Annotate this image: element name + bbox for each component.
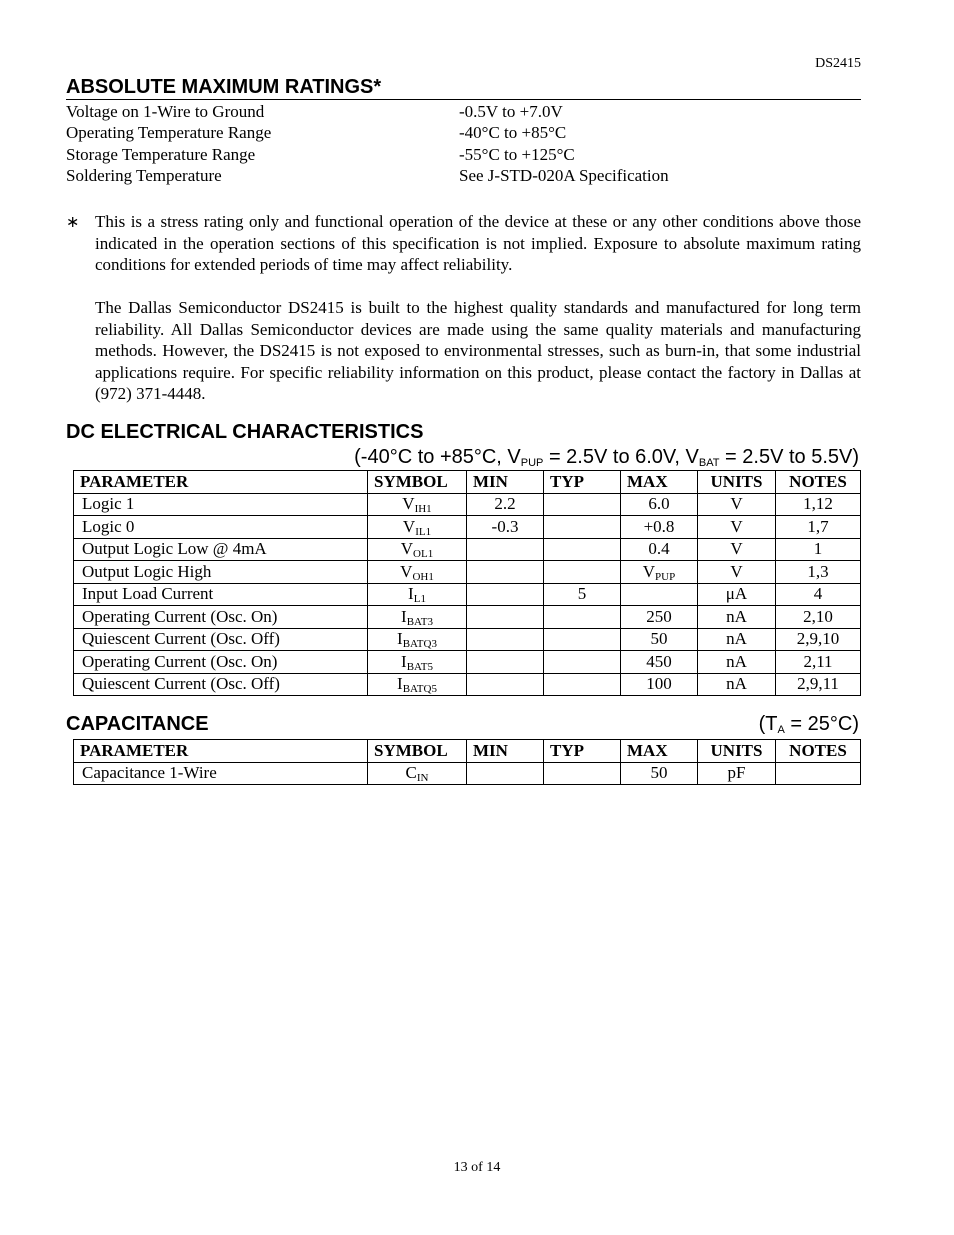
- units-cell: pF: [698, 762, 776, 785]
- col-header: NOTES: [776, 740, 861, 763]
- min-cell: [467, 538, 544, 561]
- amr-row: [66, 102, 861, 123]
- col-header: NOTES: [776, 471, 861, 494]
- amr-label: Storage Temperature Range: [66, 145, 256, 164]
- max-cell: 450: [621, 651, 698, 674]
- table-row: [74, 651, 861, 674]
- symbol-cell: $V_{OH1}$: [368, 561, 467, 584]
- param-cell: Operating Current (Osc. On): [74, 651, 368, 674]
- min-cell: [467, 583, 544, 606]
- amr-label: Soldering Temperature: [66, 166, 222, 185]
- symbol-cell: $V_{IL1}$: [368, 516, 467, 539]
- amr-label: Operating Temperature Range: [66, 123, 272, 142]
- notes-cell: 2,11: [776, 651, 861, 674]
- table-row: [74, 628, 861, 651]
- max-cell: 250: [621, 606, 698, 629]
- capacitance-table: [73, 739, 861, 785]
- symbol-cell: $I_{BAT5}$: [368, 651, 467, 674]
- min-cell: [467, 561, 544, 584]
- min-cell: -0.3: [467, 516, 544, 539]
- max-cell: $V_{PUP}$: [621, 561, 698, 584]
- typ-cell: [544, 606, 621, 629]
- typ-cell: 5: [544, 583, 621, 606]
- units-cell: V: [698, 516, 776, 539]
- min-cell: [467, 651, 544, 674]
- col-header: SYMBOL: [368, 740, 467, 763]
- typ-cell: [544, 538, 621, 561]
- notes-cell: 1: [776, 538, 861, 561]
- amr-value: See J-STD-020A Specification: [459, 166, 669, 185]
- notes-cell: 1,12: [776, 493, 861, 516]
- col-header: MAX: [621, 471, 698, 494]
- table-row: [74, 762, 861, 785]
- col-header: TYP: [544, 740, 621, 763]
- param-cell: Operating Current (Osc. On): [74, 606, 368, 629]
- units-cell: nA: [698, 673, 776, 696]
- symbol-cell: $V_{IH1}$: [368, 493, 467, 516]
- col-header: TYP: [544, 471, 621, 494]
- amr-value: -40°C to +85°C: [459, 123, 567, 142]
- col-header: UNITS: [698, 740, 776, 763]
- dc-title: DC ELECTRICAL CHARACTERISTICS: [66, 421, 424, 443]
- table-row: [74, 606, 861, 629]
- units-cell: nA: [698, 628, 776, 651]
- col-header: MIN: [467, 471, 544, 494]
- min-cell: [467, 628, 544, 651]
- page-number: 13 of 14: [453, 1160, 501, 1175]
- table-row: [74, 673, 861, 696]
- col-header: PARAMETER: [74, 471, 368, 494]
- col-header: PARAMETER: [74, 740, 368, 763]
- table-row: [74, 561, 861, 584]
- notes-cell: 2,9,10: [776, 628, 861, 651]
- param-cell: Logic 0: [74, 516, 368, 539]
- units-cell: V: [698, 493, 776, 516]
- stress-footnote: This is a stress rating only and functional operation of the device at these or any other conditions above those indicated in the operation sections of this specification is not implied. Exposure to absolute maximum rating conditions for extended periods of time may affect reliability.: [95, 212, 861, 274]
- table-header-row: [74, 471, 861, 494]
- symbol-cell: $I_{BATQ5}$: [368, 673, 467, 696]
- notes-cell: 1,7: [776, 516, 861, 539]
- dc-table: [73, 470, 861, 696]
- amr-value: -55°C to +125°C: [459, 145, 575, 164]
- min-cell: 2.2: [467, 493, 544, 516]
- table-header-row: [74, 740, 861, 763]
- param-cell: Quiescent Current (Osc. Off): [74, 628, 368, 651]
- col-header: MIN: [467, 740, 544, 763]
- typ-cell: [544, 651, 621, 674]
- max-cell: 50: [621, 762, 698, 785]
- symbol-cell: $V_{OL1}$: [368, 538, 467, 561]
- col-header: UNITS: [698, 471, 776, 494]
- table-row: [74, 538, 861, 561]
- amr-title: ABSOLUTE MAXIMUM RATINGS*: [66, 76, 382, 98]
- min-cell: [467, 673, 544, 696]
- symbol-cell: $I_{BAT3}$: [368, 606, 467, 629]
- typ-cell: [544, 762, 621, 785]
- document-id: DS2415: [815, 56, 861, 71]
- capacitance-title: CAPACITANCE: [66, 713, 209, 735]
- units-cell: μA: [698, 583, 776, 606]
- amr-row: [66, 166, 861, 187]
- symbol-cell: $I_{L1}$: [368, 583, 467, 606]
- notes-cell: 2,10: [776, 606, 861, 629]
- min-cell: [467, 606, 544, 629]
- col-header: MAX: [621, 740, 698, 763]
- param-cell: Logic 1: [74, 493, 368, 516]
- table-row: [74, 583, 861, 606]
- amr-row: [66, 123, 861, 144]
- dc-conditions: (-40°C to +85°C, $V_{PUP} = 2.5V$ to 6.0V, $V_{BAT} = 2.5V$ to 5.5V): [354, 446, 859, 469]
- max-cell: +0.8: [621, 516, 698, 539]
- param-cell: Output Logic High: [74, 561, 368, 584]
- notes-cell: 4: [776, 583, 861, 606]
- param-cell: Quiescent Current (Osc. Off): [74, 673, 368, 696]
- footnote-marker: ∗: [66, 214, 80, 231]
- max-cell: 6.0: [621, 493, 698, 516]
- typ-cell: [544, 516, 621, 539]
- col-header: SYMBOL: [368, 471, 467, 494]
- param-cell: Input Load Current: [74, 583, 368, 606]
- max-cell: [621, 583, 698, 606]
- max-cell: 0.4: [621, 538, 698, 561]
- typ-cell: [544, 628, 621, 651]
- units-cell: V: [698, 538, 776, 561]
- param-cell: Capacitance 1-Wire: [74, 762, 368, 785]
- units-cell: nA: [698, 651, 776, 674]
- typ-cell: [544, 561, 621, 584]
- units-cell: nA: [698, 606, 776, 629]
- capacitance-conditions: $(T_A = 25^\circ C)$: [758, 713, 859, 736]
- units-cell: V: [698, 561, 776, 584]
- reliability-paragraph: The Dallas Semiconductor DS2415 is built to the highest quality standards and manufactured for long term reliability. All Dallas Semiconductor devices are made using the same quality materials and manufacturing methods. However, the DS2415 is not exposed to environmental stresses, such as burn-in, that some industrial applications require. For specific reliability information on this product, please contact the factory in Dallas at (972) 371-4448.: [95, 298, 861, 403]
- symbol-cell: $I_{BATQ3}$: [368, 628, 467, 651]
- table-row: [74, 516, 861, 539]
- notes-cell: 1,3: [776, 561, 861, 584]
- typ-cell: [544, 493, 621, 516]
- amr-label: Voltage on 1-Wire to Ground: [66, 102, 265, 121]
- param-cell: Output Logic Low @ 4mA: [74, 538, 368, 561]
- min-cell: [467, 762, 544, 785]
- max-cell: 100: [621, 673, 698, 696]
- amr-rule: [66, 99, 861, 100]
- amr-row: [66, 145, 861, 166]
- symbol-cell: $C_{IN}$: [368, 762, 467, 785]
- amr-value: -0.5V to +7.0V: [459, 102, 563, 121]
- max-cell: 50: [621, 628, 698, 651]
- notes-cell: [776, 762, 861, 785]
- typ-cell: [544, 673, 621, 696]
- table-row: [74, 493, 861, 516]
- notes-cell: 2,9,11: [776, 673, 861, 696]
